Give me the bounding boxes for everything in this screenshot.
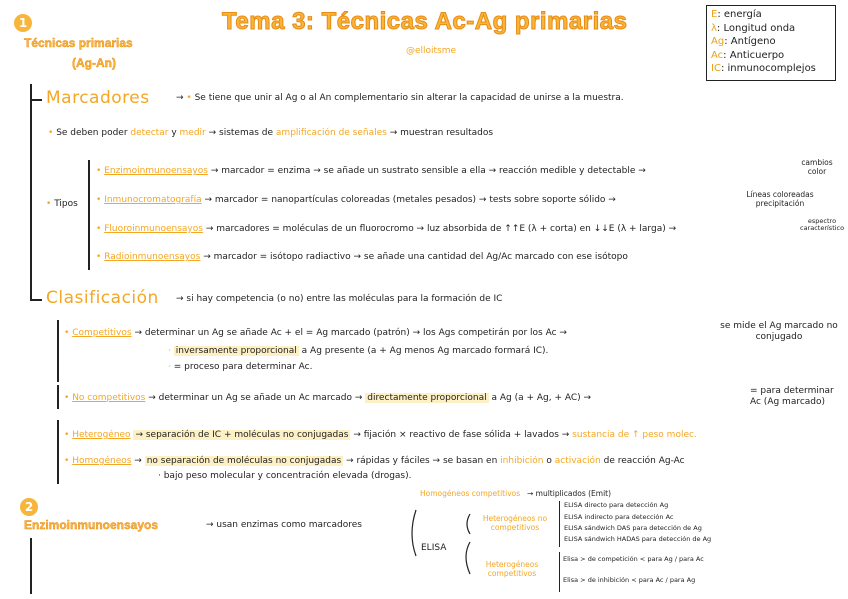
het-no-comp-item: ELISA indirecto para detección Ac [564,513,674,521]
section-number-2: 2 [20,498,38,516]
tipo-item: • Enzimoinmunoensayos → marcador = enzima → se añade un sustrato sensible a ella → reacción medible y detectable → [96,166,646,176]
homogeneos-line: • Homogéneos → no separación de moléculas no conjugadas → rápidas y fáciles → se basan en inhibición o activación de reacción Ag-Ac [64,456,685,466]
het-comp-item: Elisa > de competición < para Ag / para Ac [563,555,704,563]
clasificacion-label: Clasificación [46,288,159,308]
legend-item: E: energía [711,9,762,20]
het-comp-item: Elisa > de inhibición < para Ac / para Ag [563,576,696,584]
competitivos-line2: · inversamente proporcional a Ag presente (a + Ag menos Ag marcado formará IC). [168,346,549,356]
section-number-1: 1 [14,14,32,32]
elisa-label: ELISA [421,543,447,553]
heterogeneo-line: • Heterogéneo → separación de IC + moléculas no conjugadas → fijación × reactivo de fase sólida + lavados → sustancia de ↑ peso molec. [64,430,697,440]
bracket-tick [30,99,42,101]
no-competitivos-result: = para determinar Ac (Ag marcado) [750,386,834,407]
homogeneos-competitivos: Homogéneos competitivos [420,489,521,498]
legend-item: IC: inmunocomplejos [711,63,816,74]
het-no-comp-bracket [559,501,560,547]
homogeneos-result: → multiplicados (Emit) [527,489,612,498]
het-no-comp-item: ELISA sándwich DAS para detección de Ag [564,524,702,532]
section1-heading-sub: (Ag-An) [72,56,116,70]
tipo-result: cambios color [801,158,833,176]
tipos-sep-bracket [57,420,59,484]
tipo-item: • Radioinmunoensayos → marcador = isótopo radiactivo → se añade una cantidad del Ag/Ac marcado con ese isótopo [96,252,628,262]
tipos-bracket [88,160,90,270]
competitivos-line3: · = proceso para determinar Ac. [168,362,313,372]
tipo-item: • Inmunocromatografía → marcador = nanopartículas coloreadas (metales pesados) → tests sobre soporte sólido → [96,195,616,205]
het-no-comp-item: ELISA directo para detección Ag [564,501,669,509]
clasificacion-bracket [57,320,59,382]
het-comp-label: Heterogéneos competitivos [485,560,539,578]
legend-item: λ: Longitud onda [711,22,796,34]
page-title: Tema 3: Técnicas Ac-Ag primarias [222,8,628,35]
tipo-result: Líneas coloreadas precipitación [746,190,814,208]
section2-bracket [30,538,32,594]
section1-bracket [30,84,32,300]
tipos-label: • Tipos [46,199,78,209]
competitivos-line1: • Competitivos → determinar un Ag se añade Ac + el = Ag marcado (patrón) → los Ags competirán por los Ac → [64,328,567,338]
no-competitivos-bracket [57,385,59,409]
tipo-result: espectro característico [800,217,845,232]
section2-heading: Enzimoinmunoensayos [24,518,159,532]
no-competitivos-line: • No competitivos → determinar un Ag se añade un Ac marcado → directamente proporcional a Ag (a + Ag, + AC) → [64,393,592,403]
het-no-comp-label: Heterogéneos no competitivos [482,514,548,532]
bracket-tick [30,299,42,301]
section2-desc: → usan enzimas como marcadores [206,520,362,530]
homogeneos-line2: · bajo peso molecular y concentración elevada (drogas). [158,471,412,481]
tipo-item: • Fluoroinmunoensayos → marcadores = moléculas de un fluorocromo → luz absorbida de ↑↑E (λ + corta) en ↓↓E (λ + larga) → [96,224,677,234]
legend-item: Ac: Anticuerpo [711,49,785,61]
competitivos-result: se mide el Ag marcado no conjugado [720,321,838,342]
marcadores-requirement: • Se deben poder detectar y medir → sistemas de amplificación de señales → muestran resultados [48,128,494,138]
legend-box [706,5,836,81]
section1-heading: Técnicas primarias [24,36,133,50]
het-no-comp-item: ELISA sándwich HADAS para detección de Ag [564,535,712,543]
legend-item: Ag: Antígeno [711,36,776,47]
marcadores-desc: → • Se tiene que unir al Ag o al An complementario sin alterar la capacidad de unirse a la muestra. [176,93,624,103]
author-handle: @elloitsme [406,46,457,56]
het-comp-bracket [559,552,560,592]
clasificacion-desc: → si hay competencia (o no) entre las moléculas para la formación de IC [176,294,503,304]
elisa-tree-brackets [400,494,510,594]
marcadores-label: Marcadores [46,88,150,108]
